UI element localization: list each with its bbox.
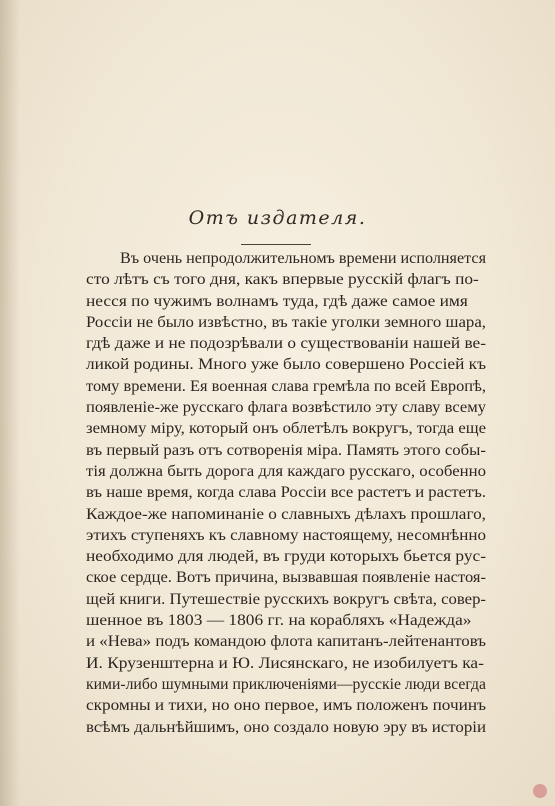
text-line: несся по чужимъ волнамъ туда, гдѣ даже самое имя: [86, 292, 468, 310]
text-line: ликой родины. Много уже было совершено Россіей къ: [86, 356, 487, 374]
text-line: тому времени. Ея военная слава гремѣла по всей Европѣ,: [86, 377, 487, 395]
text-line: и «Нева» подъ командою флота капитанъ-лейтенантовъ: [86, 633, 487, 651]
text-line: этихъ ступеняхъ къ славному настоящему, несомнѣнно: [86, 526, 487, 544]
library-stamp: [533, 784, 547, 798]
text-line: необходимо для людей, въ груди которыхъ бьется рус-: [86, 548, 486, 566]
text-line: въ первый разъ отъ сотворенія міра. Память этого собы-: [86, 441, 486, 459]
text-line: Каждое-же напоминаніе о славныхъ дѣлахъ прошлаго,: [86, 505, 486, 523]
text-line: шенное въ 1803 — 1806 гг. на корабляхъ «Надежда»: [86, 612, 472, 630]
page-edge-shadow: [0, 0, 20, 806]
text-line: сто лѣтъ съ того дня, какъ впервые русскій флагъ по-: [86, 271, 479, 289]
text-line: гдѣ даже и не подозрѣвали о существованіи нашей ве-: [86, 335, 486, 353]
text-line: Въ очень непродолжительномъ времени исполняется: [120, 250, 487, 267]
page-heading: Отъ издателя.: [188, 207, 367, 229]
text-line: Россіи не было извѣстно, въ такіе уголки земного шара,: [86, 313, 486, 331]
text-line: кими-либо шумными приключеніями—русскіе люди всегда: [86, 675, 487, 693]
text-line: скромны и тихи, но оно первое, имъ положенъ починъ: [86, 697, 486, 715]
text-line: щей книги. Путешествіе русскихъ вокругъ свѣта, совер-: [86, 590, 487, 608]
text-line: тія должна быть дорога для каждаго русскаго, особенно: [86, 462, 487, 480]
text-line: И. Крузенштерна и Ю. Лисянскаго, не изобилуетъ ка-: [86, 654, 484, 672]
text-line: въ наше время, когда слава Россіи все растетъ и растетъ.: [86, 484, 486, 502]
text-line: ское сердце. Вотъ причина, вызвавшая появленіе настоя-: [86, 569, 486, 587]
body-text: [86, 248, 486, 738]
text-line: всѣмъ дальнѣйшимъ, оно создало новую эру въ исторіи: [86, 718, 486, 736]
text-line: появленіе-же русскаго флага возвѣстило эту славу всему: [86, 399, 486, 417]
heading-divider: [241, 244, 311, 245]
text-line: земному міру, который онъ облетѣлъ вокругъ, тогда еще: [86, 420, 487, 438]
